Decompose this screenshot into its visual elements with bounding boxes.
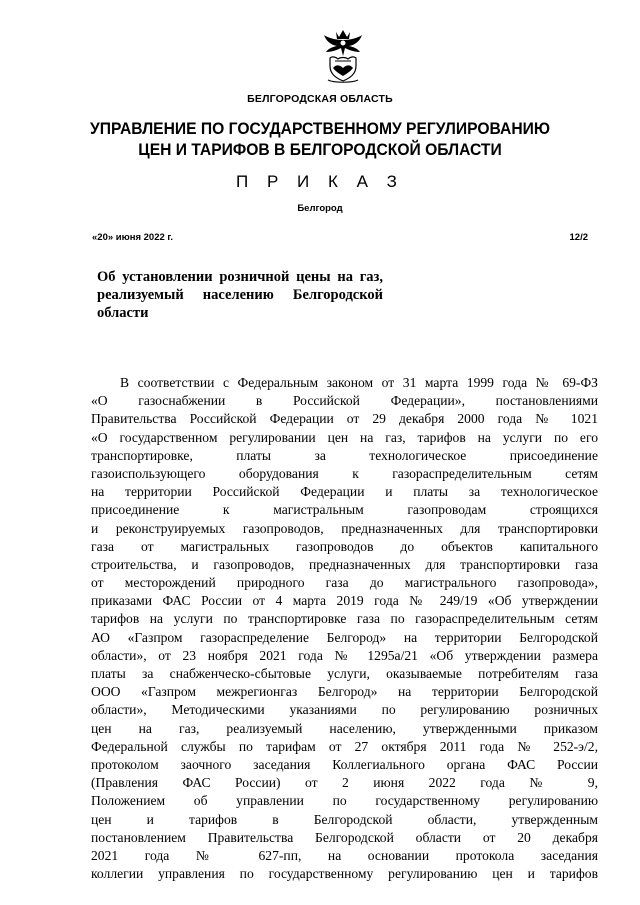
body-text (91, 374, 598, 883)
document-number: 12/2 (569, 232, 588, 243)
body-line: «О государственном регулировании цен на газ, тарифов на услуги по его (91, 429, 598, 445)
department-title-line1: УПРАВЛЕНИЕ ПО ГОСУДАРСТВЕННОМУ РЕГУЛИРОВАНИЮ (89, 119, 551, 138)
body-line: 2021 года № 627-пп, на основании протокола заседания (91, 847, 598, 863)
coat-of-arms-icon (322, 28, 364, 86)
body-line: АО «Газпром газораспределение Белгород» на территории Белгородской (91, 629, 598, 645)
body-line: коллегии управления по государственному регулированию цен и тарифов (91, 866, 598, 882)
body-line: платы за снабженческо-сбытовые услуги, оказываемые потребителям газа (91, 666, 598, 681)
region-name: БЕЛГОРОДСКАЯ ОБЛАСТЬ (247, 93, 393, 105)
body-line: цен на газ, реализуемый населению, утвержденными приказом (91, 720, 598, 736)
body-line: газа от магистральных газопроводов до объектов капитального (91, 538, 598, 554)
body-line: тарифов на услуги по транспортировке газа по газораспределительным сетям (91, 611, 598, 627)
document-date: «20» июня 2022 г. (92, 232, 174, 243)
body-line: ООО «Газпром межрегионгаз Белгород» на территории Белгородской (91, 684, 598, 700)
body-line: протоколом заочного заседания Коллегиального органа ФАС России (91, 756, 598, 772)
department-title (26, 118, 615, 160)
city: Белгород (297, 203, 343, 214)
document-type: П Р И К А З (236, 172, 404, 191)
body-line: (Правления ФАС России) от 2 июня 2022 года № 9, (91, 775, 598, 791)
body-line: присоединение к магистральным газопроводам строящихся (91, 502, 598, 518)
body-line: области», от 23 ноября 2021 года № 1295а/21 «Об утверждении размера (91, 647, 598, 663)
body-line: области», Методическими указаниями по регулированию розничных (91, 702, 598, 718)
body-line: строительства, и газопроводов, предназначенных для транспортировки газа (91, 556, 598, 572)
body-line: транспортировке, платы за технологическое присоединение (91, 447, 598, 463)
department-title-line2: ЦЕН И ТАРИФОВ В БЕЛГОРОДСКОЙ ОБЛАСТИ (138, 140, 502, 159)
body-line: Федеральной службы по тарифам от 27 октября 2011 года № 252-э/2, (91, 738, 598, 754)
body-line: и реконструируемых газопроводов, предназначенных для транспортировки (91, 520, 598, 536)
subject-line: Об установлении розничной цены на газ, (97, 269, 383, 285)
body-line: газоиспользующего оборудования к газораспределительным сетям (91, 465, 598, 481)
body-line: Положением об управлении по государственному регулированию (91, 793, 598, 809)
body-line: на территории Российской Федерации и платы за технологическое (91, 484, 598, 500)
body-line: «О газоснабжении в Российской Федерации», постановлениями (91, 393, 598, 409)
document-subject (97, 268, 383, 322)
body-line: Правительства Российской Федерации от 29 декабря 2000 года № 1021 (91, 411, 598, 427)
body-line: постановлением Правительства Белгородской области от 20 декабря (91, 829, 598, 845)
subject-line: реализуемый населению Белгородской (97, 287, 383, 303)
subject-line: области (97, 305, 149, 321)
body-line: приказами ФАС России от 4 марта 2019 года № 249/19 «Об утверждении (91, 593, 598, 609)
body-line: от месторождений природного газа до магистрального газопровода», (91, 575, 598, 591)
body-line: цен и тарифов в Белгородской области, утвержденным (91, 811, 598, 827)
body-line: В соответствии с Федеральным законом от 31 марта 1999 года № 69-ФЗ (120, 375, 598, 390)
